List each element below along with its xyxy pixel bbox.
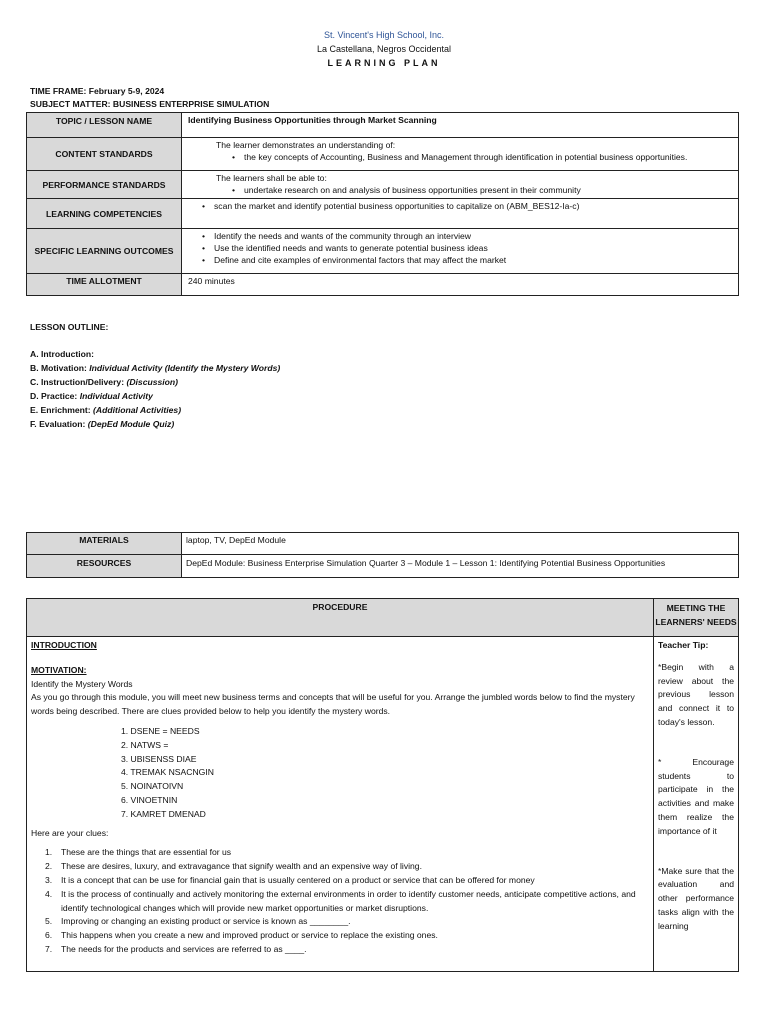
lesson-outline	[30, 320, 280, 431]
learning-competencies-cell	[182, 199, 739, 229]
resources-label: RESOURCES	[27, 555, 182, 578]
clue-item: 6. This happens when you create a new and improved product or service to replace the existing ones.	[45, 930, 438, 941]
outline-item: F. Evaluation: (DepEd Module Quiz)	[30, 419, 175, 429]
jumbled-word: 6. VINOETNIN	[121, 794, 178, 805]
clues-heading: Here are your clues:	[31, 827, 109, 838]
materials-table	[26, 532, 739, 578]
learning-competencies-label: LEARNING COMPETENCIES	[27, 199, 182, 229]
performance-standards-cell	[182, 171, 739, 199]
jumbled-word: 2. NATWS =	[121, 739, 169, 750]
clue-item: 7. The needs for the products and services are referred to as ____.	[45, 943, 307, 954]
time-frame: TIME FRAME: February 5-9, 2024	[30, 86, 165, 96]
teacher-tip: *Begin with a review about the previous lesson and connect it to today's lesson.	[658, 661, 734, 727]
teacher-tip-label: Teacher Tip:	[658, 640, 709, 650]
outline-item: A. Introduction:	[30, 349, 94, 359]
jumbled-word: 3. UBISENSS DIAE	[121, 753, 197, 764]
clue-item: 4. It is the process of continually and actively monitoring the external environments in order to identify customer needs, anticipate competitive actions, and identify technological changes which will provide new market opportunities or market disruptions.	[45, 888, 636, 913]
document-title: LEARNING PLAN	[327, 58, 441, 68]
subject-matter: SUBJECT MATTER: BUSINESS ENTERPRISE SIMULATION	[30, 99, 270, 109]
teacher-tip: * Encourage students to participate in the activities and make them realize the importance of it	[658, 756, 734, 836]
learners-needs-header: MEETING THE LEARNERS' NEEDS	[654, 599, 739, 637]
motivation-heading: MOTIVATION:	[31, 664, 87, 675]
lesson-info-table	[26, 112, 739, 296]
activity-instructions: As you go through this module, you will meet new business terms and concepts that will be useful for you. Arrange the jumbled words below to find the mystery words being described. There are clues provided below to help you identify the mystery words.	[31, 692, 635, 717]
materials-label: MATERIALS	[27, 533, 182, 555]
outline-item: E. Enrichment: (Additional Activities)	[30, 405, 182, 415]
content-standards-intro: The learner demonstrates an understanding of:	[216, 140, 396, 150]
clue-item: 1. These are the things that are essential for us	[45, 847, 232, 858]
time-allotment-value: 240 minutes	[182, 274, 739, 296]
clue-item: 2. These are desires, luxury, and extravagance that signify wealth and an expensive way of living.	[45, 861, 422, 872]
jumbled-word: 5. NOINATOIVN	[121, 781, 184, 792]
time-allotment-label: TIME ALLOTMENT	[27, 274, 182, 296]
outcome-item: • Define and cite examples of environmental factors that may affect the market	[200, 254, 732, 266]
performance-standards-bullet: • undertake research on and analysis of business opportunities present in their community	[230, 184, 732, 196]
jumbled-word: 4. TREMAK NSACNGIN	[121, 767, 214, 778]
specific-outcomes-cell	[182, 229, 739, 274]
lesson-outline-heading: LESSON OUTLINE:	[30, 322, 109, 332]
jumbled-word: 1. DSENE = NEEDS	[121, 725, 200, 736]
school-name: St. Vincent's High School, Inc.	[323, 30, 445, 40]
learning-competencies-bullet: • scan the market and identify potential business opportunities to capitalize on (ABM_BES12-Ia-c)	[200, 200, 732, 212]
topic-label: TOPIC / LESSON NAME	[27, 113, 182, 138]
procedure-header: PROCEDURE	[27, 599, 654, 637]
outcome-item: • Use the identified needs and wants to generate potential business ideas	[200, 242, 732, 254]
jumbled-words-list	[31, 725, 649, 822]
outcome-item: • Identify the needs and wants of the community through an interview	[200, 230, 732, 242]
school-address: La Castellana, Negros Occidental	[316, 44, 452, 54]
introduction-heading: INTRODUCTION	[31, 640, 97, 650]
procedure-body-cell	[27, 637, 654, 972]
content-standards-cell	[182, 138, 739, 171]
outline-item: D. Practice: Individual Activity	[30, 391, 153, 401]
clue-item: 5. Improving or changing an existing product or service is known as ________.	[45, 916, 351, 927]
content-standards-label: CONTENT STANDARDS	[27, 138, 182, 171]
resources-value: DepEd Module: Business Enterprise Simulation Quarter 3 – Module 1 – Lesson 1: Identifying Potential Business Opportunities	[182, 555, 739, 578]
teacher-tip: *Make sure that the evaluation and other performance tasks align with the learning	[658, 865, 734, 931]
outline-item: B. Motivation: Individual Activity (Identify the Mystery Words)	[30, 363, 281, 373]
performance-standards-label: PERFORMANCE STANDARDS	[27, 171, 182, 199]
topic-value: Identifying Business Opportunities through Market Scanning	[182, 113, 739, 138]
outline-item: C. Instruction/Delivery: (Discussion)	[30, 377, 179, 387]
materials-value: laptop, TV, DepEd Module	[182, 533, 739, 555]
teacher-tips-cell	[654, 637, 739, 972]
jumbled-word: 7. KAMRET DMENAD	[121, 808, 206, 819]
specific-outcomes-label: SPECIFIC LEARNING OUTCOMES	[27, 229, 182, 274]
content-standards-bullet: • the key concepts of Accounting, Business and Management through identification in potential business opportunities.	[230, 151, 732, 163]
clue-item: 3. It is a concept that can be use for financial gain that is usually centered on a product or service that can be offered for money	[45, 874, 535, 885]
procedure-table	[26, 598, 739, 972]
clues-list	[31, 846, 649, 956]
activity-title: Identify the Mystery Words	[31, 678, 133, 689]
performance-standards-intro: The learners shall be able to:	[216, 173, 327, 183]
